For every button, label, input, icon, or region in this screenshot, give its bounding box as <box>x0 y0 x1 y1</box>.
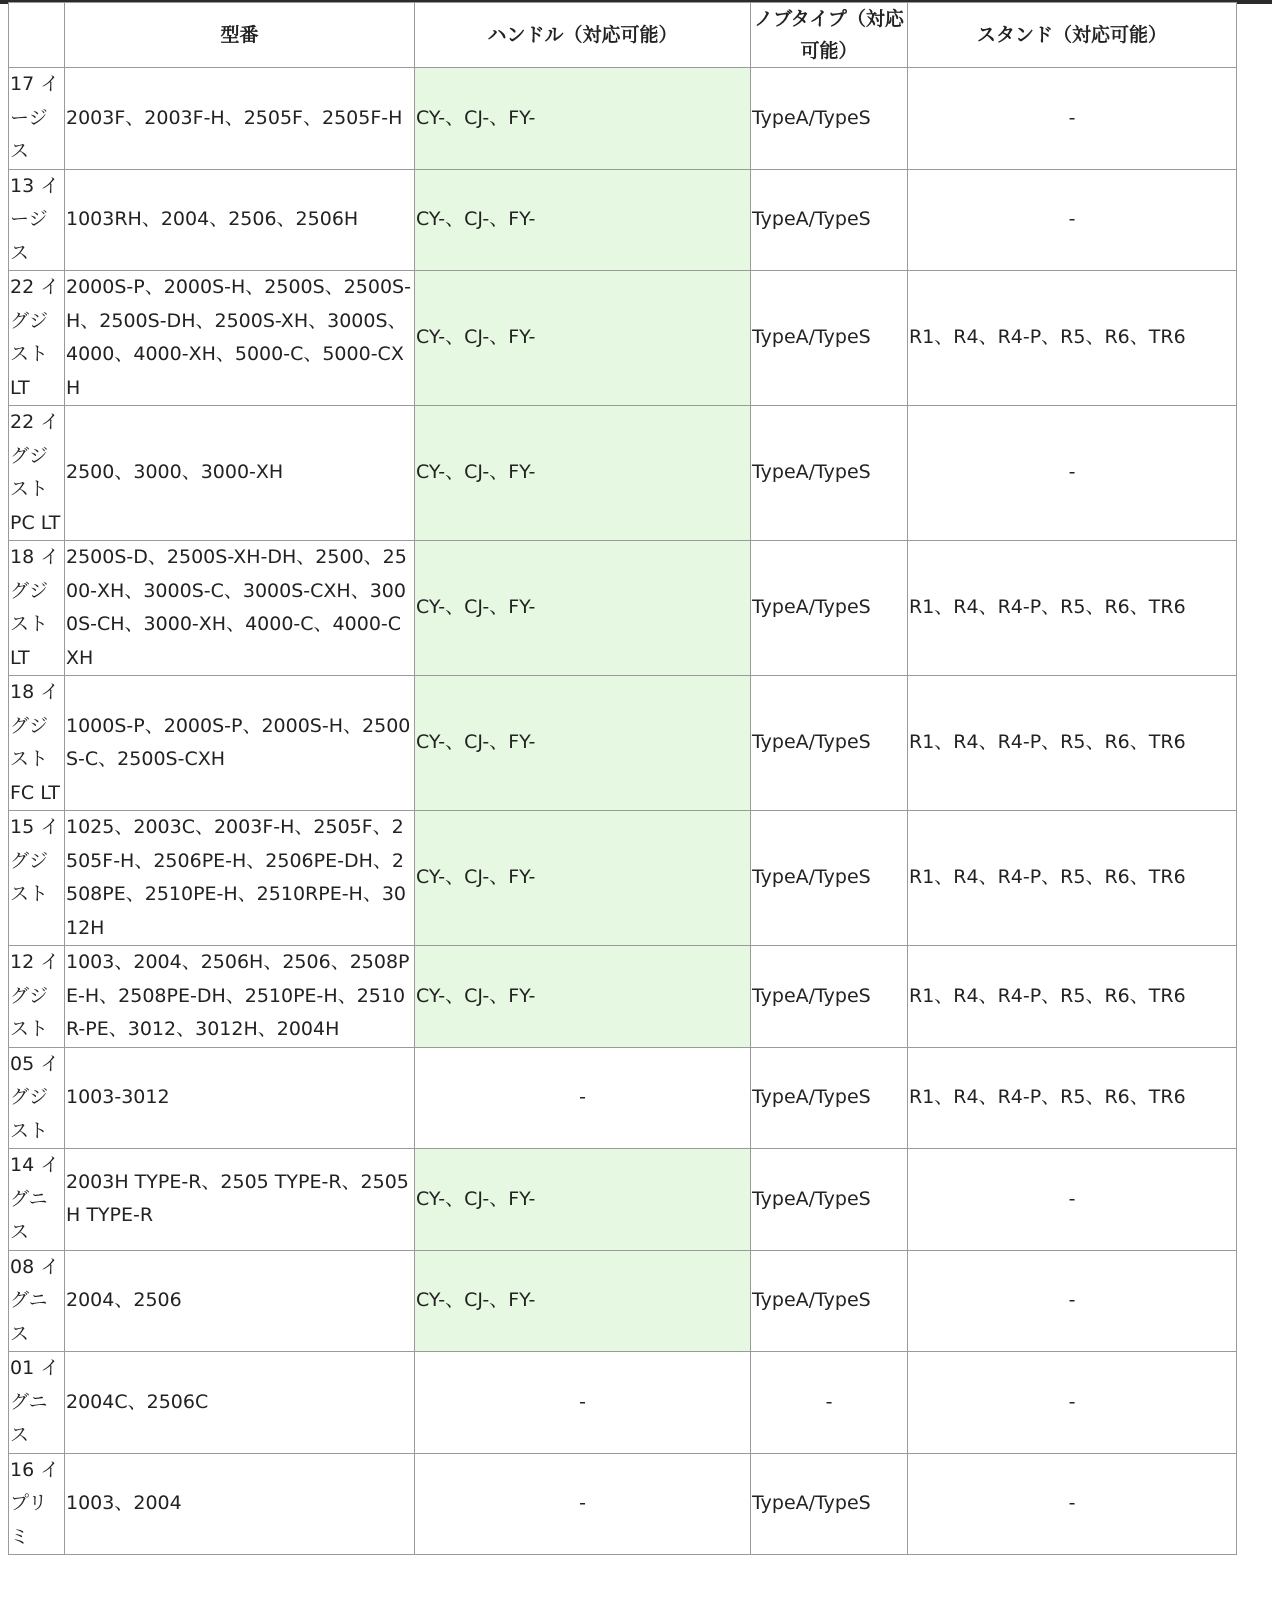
model-cell: 1003、2004、2506H、2506、2508PE-H、2508PE-DH、2510PE-H、2510R-PE、3012、3012H、2004H <box>65 946 415 1048</box>
stand-cell: - <box>908 1352 1237 1454</box>
handle-cell: CY-、CJ-、FY- <box>415 169 751 271</box>
header-handle: ハンドル（対応可能） <box>415 3 751 68</box>
handle-cell: CY-、CJ-、FY- <box>415 68 751 170</box>
stand-cell: R1、R4、R4-P、R5、R6、TR6 <box>908 541 1237 676</box>
stand-cell: R1、R4、R4-P、R5、R6、TR6 <box>908 271 1237 406</box>
stand-cell: - <box>908 1250 1237 1352</box>
reel-name-cell: 22 イグジスト PC LT <box>9 406 65 541</box>
knob-cell: TypeA/TypeS <box>751 68 908 170</box>
knob-cell: TypeA/TypeS <box>751 406 908 541</box>
reel-name-cell: 12 イグジスト <box>9 946 65 1048</box>
stand-cell: - <box>908 169 1237 271</box>
stand-cell: R1、R4、R4-P、R5、R6、TR6 <box>908 946 1237 1048</box>
reel-name-cell: 01 イグニス <box>9 1352 65 1454</box>
handle-cell: CY-、CJ-、FY- <box>415 946 751 1048</box>
header-knob-type: ノブタイプ（対応可能） <box>751 3 908 68</box>
table-row <box>9 946 1237 1048</box>
handle-cell: - <box>415 1352 751 1454</box>
stand-cell: - <box>908 406 1237 541</box>
knob-cell: TypeA/TypeS <box>751 1250 908 1352</box>
reel-name-cell: 18 イグジスト FC LT <box>9 676 65 811</box>
handle-cell: - <box>415 1047 751 1149</box>
table-row <box>9 811 1237 946</box>
model-cell: 2003F、2003F-H、2505F、2505F-H <box>65 68 415 170</box>
table-row <box>9 1149 1237 1251</box>
table-row <box>9 676 1237 811</box>
knob-cell: TypeA/TypeS <box>751 676 908 811</box>
handle-cell: CY-、CJ-、FY- <box>415 1250 751 1352</box>
reel-name-cell: 13 イージス <box>9 169 65 271</box>
model-cell: 2004、2506 <box>65 1250 415 1352</box>
stand-cell: - <box>908 1453 1237 1555</box>
table-row <box>9 1352 1237 1454</box>
knob-cell: TypeA/TypeS <box>751 169 908 271</box>
model-cell: 2004C、2506C <box>65 1352 415 1454</box>
handle-cell: - <box>415 1453 751 1555</box>
model-cell: 2003H TYPE-R、2505 TYPE-R、2505H TYPE-R <box>65 1149 415 1251</box>
reel-name-cell: 05 イグジスト <box>9 1047 65 1149</box>
reel-name-cell: 22 イグジスト LT <box>9 271 65 406</box>
handle-cell: CY-、CJ-、FY- <box>415 406 751 541</box>
reel-name-cell: 14 イグニス <box>9 1149 65 1251</box>
handle-cell: CY-、CJ-、FY- <box>415 271 751 406</box>
model-cell: 1003RH、2004、2506、2506H <box>65 169 415 271</box>
knob-cell: TypeA/TypeS <box>751 541 908 676</box>
table-row <box>9 169 1237 271</box>
table-row <box>9 1250 1237 1352</box>
header-stand: スタンド（対応可能） <box>908 3 1237 68</box>
knob-cell: - <box>751 1352 908 1454</box>
reel-name-cell: 16 イプリミ <box>9 1453 65 1555</box>
reel-name-cell: 17 イージス <box>9 68 65 170</box>
model-cell: 2500S-D、2500S-XH-DH、2500、2500-XH、3000S-C、3000S-CXH、3000S-CH、3000-XH、4000-C、4000-CXH <box>65 541 415 676</box>
model-cell: 1000S-P、2000S-P、2000S-H、2500S-C、2500S-CXH <box>65 676 415 811</box>
knob-cell: TypeA/TypeS <box>751 1149 908 1251</box>
table-row <box>9 68 1237 170</box>
reel-name-cell: 08 イグニス <box>9 1250 65 1352</box>
handle-cell: CY-、CJ-、FY- <box>415 676 751 811</box>
knob-cell: TypeA/TypeS <box>751 811 908 946</box>
stand-cell: R1、R4、R4-P、R5、R6、TR6 <box>908 676 1237 811</box>
knob-cell: TypeA/TypeS <box>751 1453 908 1555</box>
compatibility-table <box>8 2 1237 1555</box>
stand-cell: - <box>908 1149 1237 1251</box>
stand-cell: - <box>908 68 1237 170</box>
reel-name-cell: 18 イグジスト LT <box>9 541 65 676</box>
model-cell: 1003-3012 <box>65 1047 415 1149</box>
knob-cell: TypeA/TypeS <box>751 1047 908 1149</box>
handle-cell: CY-、CJ-、FY- <box>415 811 751 946</box>
reel-name-cell: 15 イグジスト <box>9 811 65 946</box>
header-name <box>9 3 65 68</box>
table-row <box>9 406 1237 541</box>
table-row <box>9 1453 1237 1555</box>
header-model: 型番 <box>65 3 415 68</box>
table-row <box>9 1047 1237 1149</box>
header-row <box>9 3 1237 68</box>
model-cell: 2500、3000、3000-XH <box>65 406 415 541</box>
model-cell: 2000S-P、2000S-H、2500S、2500S-H、2500S-DH、2500S-XH、3000S、4000、4000-XH、5000-C、5000-CXH <box>65 271 415 406</box>
knob-cell: TypeA/TypeS <box>751 271 908 406</box>
stand-cell: R1、R4、R4-P、R5、R6、TR6 <box>908 1047 1237 1149</box>
stand-cell: R1、R4、R4-P、R5、R6、TR6 <box>908 811 1237 946</box>
model-cell: 1003、2004 <box>65 1453 415 1555</box>
handle-cell: CY-、CJ-、FY- <box>415 1149 751 1251</box>
knob-cell: TypeA/TypeS <box>751 946 908 1048</box>
table-row <box>9 541 1237 676</box>
handle-cell: CY-、CJ-、FY- <box>415 541 751 676</box>
table-row <box>9 271 1237 406</box>
model-cell: 1025、2003C、2003F-H、2505F、2505F-H、2506PE-H、2506PE-DH、2508PE、2510PE-H、2510RPE-H、3012H <box>65 811 415 946</box>
